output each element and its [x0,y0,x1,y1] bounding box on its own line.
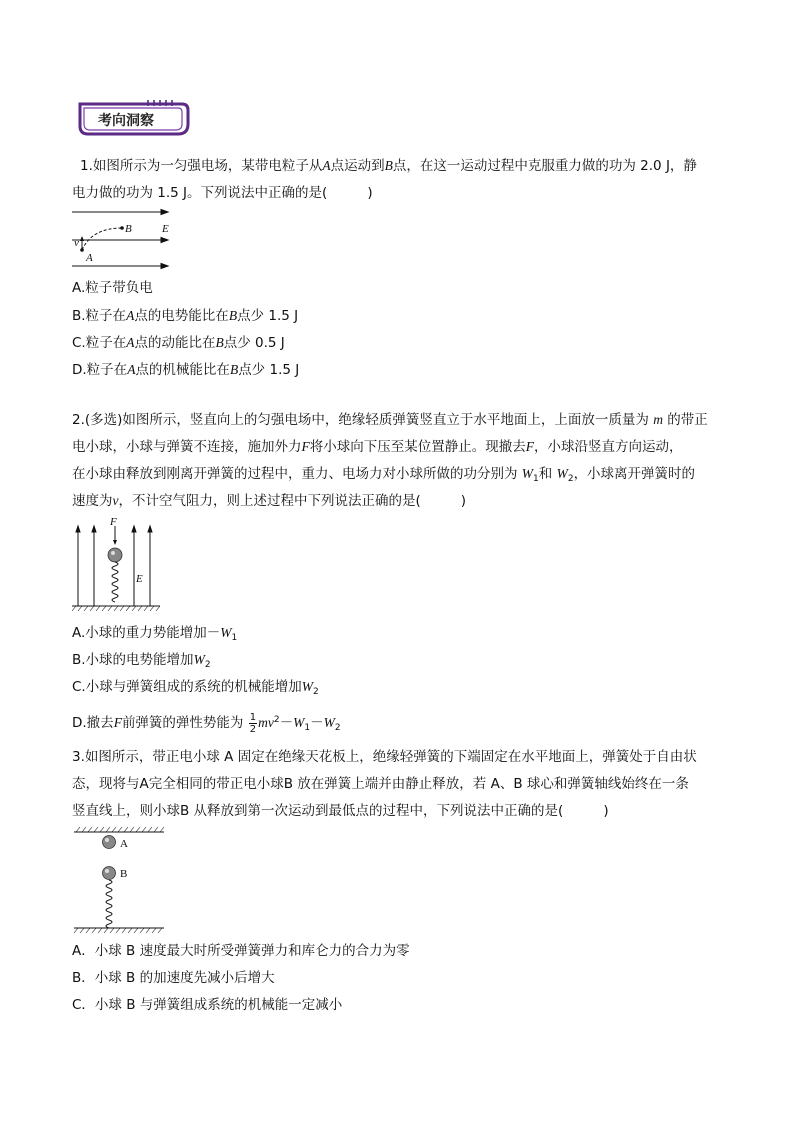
q1-option-d: D.粒子在A点的机械能比在B点少 1.5 J [72,362,300,378]
q1-option-b: B.粒子在A点的电势能比在B点少 1.5 J [72,308,299,324]
q3-option-b: B．小球 B 的加速度先减小后增大 [72,970,275,986]
q2-stem-line4: 速度为v，不计空气阻力，则上述过程中下列说法正确的是( ) [72,493,467,509]
q1-fig-label-a: A [86,252,93,264]
q3-option-c: C．小球 B 与弹簧组成系统的机械能一定减小 [72,997,343,1013]
q2-stem-line2: 电小球，小球与弹簧不连接，施加外力F将小球向下压至某位置静止。现撤去F，小球沿竖直方向运动， [72,439,683,455]
q3-option-a: A．小球 B 速度最大时所受弹簧弹力和库仑力的合力为零 [72,943,410,959]
q1-option-a: A.粒子带负电 [72,280,153,296]
q1-option-c: C.粒子在A点的动能比在B点少 0.5 J [72,335,285,351]
q1-fig-label-e: E [162,223,169,235]
q2-fraction: $\frac{1}{2}$ [249,711,257,735]
q3-stem-line3: 竖直线上，则小球B 从释放到第一次运动到最低点的过程中，下列说法中正确的是( ) [72,803,609,819]
q1-electric-field-figure [72,206,192,272]
q2-option-a: A.小球的重力势能增加$-W_1$ [72,625,238,643]
q2-option-d: D.撤去F前弹簧的弹性势能为 $\frac{1}{2}$ $mv^2-W_1-W_2$ [72,711,341,735]
q2-fig-label-f: F [110,516,117,528]
q2-stem-line3: 在小球由释放到刚离开弹簧的过程中，重力、电场力对小球所做的功分别为 $W_1$和 $W_2$，小球离开弹簧时的 [72,466,696,484]
q1-stem-line1: 1.如图所示为一匀强电场，某带电粒子从A点运动到B点，在这一运动过程中克服重力做的功为 2.0 J，静 [80,158,697,174]
q2-option-b: B.小球的电势能增加$W_2$ [72,652,211,670]
q2-stem-line1: 2.(多选)如图所示，竖直向上的匀强电场中，绝缘轻质弹簧竖直立于水平地面上，上面放一质量为 m 的带正 [72,412,708,428]
q3-coulomb-spring-figure [72,826,172,934]
q1-fig-label-v: v [74,237,79,249]
section-header-label: 考向洞察 [98,113,154,129]
q3-fig-label-b: B [120,868,128,880]
section-header-badge [78,100,190,140]
q2-spring-field-figure [72,516,162,612]
q1-stem-line2: 电力做的功为 1.5 J。下列说法中正确的是( ) [72,185,373,201]
q3-stem-line1: 3.如图所示，带正电小球 A 固定在绝缘天花板上，绝缘轻弹簧的下端固定在水平地面上，弹簧处于自由状 [72,749,697,765]
q2-fig-label-e: E [136,573,143,585]
q3-fig-label-a: A [120,838,128,850]
q2-option-c: C.小球与弹簧组成的系统的机械能增加$W_2$ [72,679,319,697]
q3-stem-line2: 态，现将与A完全相同的带正电小球B 放在弹簧上端并由静止释放，若 A、B 球心和弹簧轴线始终在一条 [72,776,689,792]
q1-fig-label-b: B [125,223,132,235]
